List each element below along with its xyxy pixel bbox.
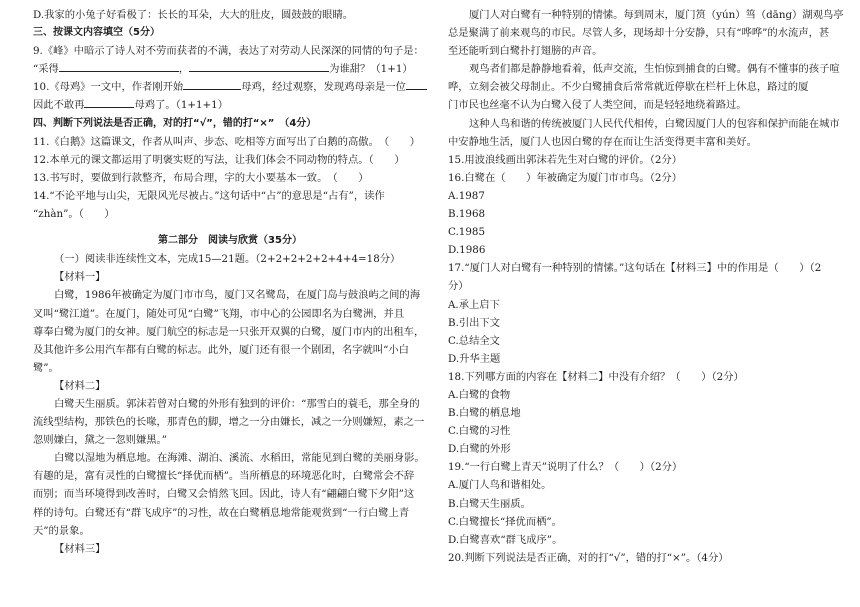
question-15: 15.用波浪线画出郭沫若先生对白鹭的评价。（2分）: [448, 153, 683, 166]
answer-blank[interactable]: [59, 60, 179, 72]
answer-blank[interactable]: [189, 60, 329, 72]
material-3-paragraph: 中安静地生活，厦门人也因白鹭的存在而让生活变得更丰富和美好。: [448, 135, 757, 148]
material-3-paragraph: 观鸟者们都是静静地看着，低声交流，生怕惊到捕食的白鹭。偶有不懂事的孩子喧: [469, 63, 840, 76]
question-13: 13.书写时，要做到行款整齐，布局合理，字的大小要基本一致。 （ ）: [33, 171, 369, 184]
question-10-line-1: 10.《母鸡》一文中，作者刚开始 母鸡，经过观察，发现鸡母亲是一位: [33, 78, 427, 96]
question-18-option[interactable]: D.白鹭的外形: [448, 443, 511, 456]
material-3-paragraph: 这种人鸟和谐的传统被厦门人民代代相传，白鹭因厦门人的包容和保护而能在城市: [469, 117, 840, 130]
question-17-line-2: 分）: [448, 280, 469, 293]
question-11: 11.《白鹅》这篇课文，作者从叫声、步态、吃相等方面写出了白鹅的高傲。 （ ）: [33, 135, 421, 148]
question-18-option[interactable]: B.白鹭的栖息地: [448, 407, 521, 420]
material-2-paragraph: 有趣的是，富有灵性的白鹭擅长“择优而栖”。当所栖息的环境恶化时，白鹭常会不辞: [33, 470, 415, 483]
question-17-option[interactable]: C.总结全文: [448, 334, 500, 347]
material-2-title: 【材料二】: [54, 379, 106, 392]
material-2-paragraph: 白鹭天生丽质。郭沫若曾对白鹭的外形有独到的评价：“那雪白的蓑毛，那全身的: [54, 397, 420, 410]
material-2-paragraph: 流线型结构，那铁色的长喙，那青色的脚，增之一分由嫌长，减之一分则嫌短，素之一: [33, 416, 425, 429]
question-16-option[interactable]: C.1985: [448, 226, 485, 239]
material-3-paragraph: 门市民也丝毫不认为白鹭入侵了人类空间，而是轻轻地绕着路过。: [448, 99, 747, 112]
material-1-paragraph: 尊奉白鹭为厦门的女神。厦门航空的标志是一只张开双翼的白鹭，厦门市内的出租车，: [33, 325, 425, 338]
material-1-title: 【材料一】: [54, 271, 106, 284]
section-4-title: 四、判断下列说法是否正确，对的打“√”，错的打“×” （4分）: [33, 117, 317, 129]
question-10-line-2: 因此不敢再 母鸡了。（1+1+1）: [33, 96, 427, 114]
option-d-text: D.我家的小兔子好看极了：长长的耳朵，大大的肚皮，圆鼓鼓的眼睛。: [33, 9, 354, 21]
question-14-line-2: “zhàn”。（ ）: [33, 208, 115, 221]
left-column: [33, 6, 427, 558]
question-12: 12.本单元的课文都运用了明褒实贬的写法，让我们体会不同动物的特点。（ ）: [33, 153, 405, 166]
question-18-option[interactable]: C.白鹭的习性: [448, 425, 511, 438]
material-2-paragraph: 白鹭以湿地为栖息地。在海滩、湖泊、溪流、水稻田，常能见到白鹭的美丽身影。: [54, 452, 425, 465]
question-16-option[interactable]: A.1987: [448, 189, 485, 202]
question-19-option[interactable]: B.白鹭天生丽质。: [448, 497, 531, 510]
question-9-prompt: 9.《峰》中暗示了诗人对不劳而获者的不满，表达了对劳动人民深深的同情的句子是：: [33, 45, 424, 58]
material-3-paragraph: 厦门人对白鹭有一种特别的情愫。每到周末，厦门筼（yún）筜（dāng）湖观鸟亭: [469, 9, 844, 21]
part-2-title: 第二部分 阅读与欣赏（35分）: [158, 235, 302, 247]
reading-intro: （一）阅读非连续性文本，完成15—21题。（2+2+2+2+2+4+4=18分）: [54, 253, 401, 266]
question-17-line-1: 17.“厦门人对白鹭有一种特别的情愫。”这句话在【材料三】中的作用是（ ）（2: [448, 262, 822, 275]
question-19-option[interactable]: D.白鹭喜欢“群飞成序”。: [448, 533, 563, 546]
material-1-paragraph: 及其他许多公用汽车都有白鹭的标志。此外，厦门还有很一个剧团，名字就叫“小白: [33, 343, 409, 356]
material-3-paragraph: 至还能听到白鹭扑打翅膀的声音。: [448, 45, 603, 58]
question-17-option[interactable]: B.引出下文: [448, 316, 501, 329]
question-16: 16.白鹭在（ ）年被确定为厦门市市鸟。（2分）: [448, 171, 683, 184]
section-3-title: 三、按课文内容填空（5分）: [33, 27, 160, 39]
question-16-option[interactable]: D.1986: [448, 244, 486, 257]
material-3-paragraph: 哗，立刻会被父母制止。不少白鹭捕食后常常就近停歇在栏杆上休息，路过的厦: [448, 81, 809, 94]
question-17-option[interactable]: D.升华主题: [448, 352, 501, 365]
material-2-paragraph: 样的诗句。白鹭还有“群飞成序”的习性，故在白鹭栖息地常能观赏到“一行白鹭上青: [33, 506, 410, 519]
material-1-paragraph: 白鹭，1986年被确定为厦门市市鸟，厦门又名鹭岛，在厦门岛与鼓浪屿之间的海: [54, 289, 421, 302]
question-20: 20.判断下列说法是否正确，对的打“√”，错的打“×”。（4分）: [448, 551, 729, 564]
question-18: 18.下列哪方面的内容在【材料二】中没有介绍？（ ）（2分）: [448, 370, 744, 383]
answer-blank[interactable]: [84, 96, 134, 108]
right-column: [448, 6, 846, 567]
question-19-option[interactable]: C.白鹭擅长“择优而栖”。: [448, 515, 562, 528]
question-19-option[interactable]: A.厦门人鸟和谐相处。: [448, 479, 552, 492]
question-19: 19.“一行白鹭上青天”说明了什么？（ ）（2分）: [448, 461, 683, 474]
material-1-paragraph: 叉叫“鹭江道”。在厦门，随处可见“白鹭”飞翔，市中心的公园即名为白鹭洲，并且: [33, 307, 405, 320]
question-18-option[interactable]: A.白鹭的食物: [448, 388, 511, 401]
question-14-line-1: 14.“不论平地与山尖，无限风光尽被占。”这句话中“占”的意思是“占有”，读作: [33, 189, 385, 202]
material-3-title: 【材料三】: [54, 542, 106, 555]
material-2-paragraph: 天”的景象。: [33, 524, 90, 537]
question-16-option[interactable]: B.1968: [448, 208, 486, 221]
material-2-paragraph: 而别；而当环境得到改善时，白鹭又会悄然飞回。因此，诗人有“翩翩白鹭下夕阳”这: [33, 488, 415, 501]
material-3-paragraph: 总是聚满了前来观鸟的市民。尽管人多，现场却十分安静，只有“哗哗”的水流声，甚: [448, 27, 830, 40]
question-17-option[interactable]: A.承上启下: [448, 298, 500, 311]
answer-blank[interactable]: [406, 78, 427, 90]
answer-blank[interactable]: [183, 78, 241, 90]
material-1-paragraph: 鹭”。: [33, 361, 59, 374]
question-9-blanks: “采得 ， 为谁甜？（1+1）: [33, 60, 427, 78]
material-2-paragraph: 忽则嫌白，黛之一忽则嫌黑。”: [33, 434, 167, 447]
